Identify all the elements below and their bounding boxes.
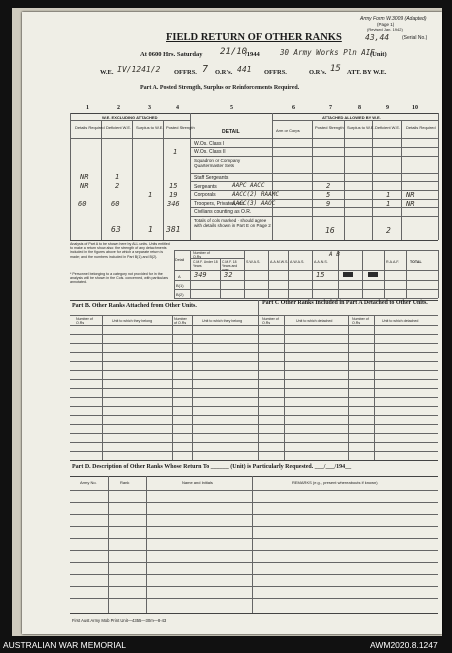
detail-row-wo1: W.Os. Class I <box>194 141 225 147</box>
analysis-header-raaf: R.A.A.F. <box>386 260 400 264</box>
form-sheet <box>22 12 442 634</box>
col-number-6: 6 <box>292 105 295 111</box>
analysis-header-detail: Detail <box>175 258 185 262</box>
header-details-required: Details Required <box>75 125 105 130</box>
analysis-header-aamws: A.A.M.W.S. <box>270 260 289 264</box>
hw-r6-arm: AACC(2) RAAMC <box>232 191 279 198</box>
group-label-right: ATTACHED ALLOWED BY W.E. <box>322 115 381 120</box>
unit-name: 30 Army Works Pln AIF <box>280 48 375 57</box>
header-detail: DETAIL <box>222 129 240 135</box>
footer-accession: AWM2020.8.1247 <box>370 640 438 650</box>
part-d-header-army-no: Army No. <box>80 480 97 485</box>
hw-r5-req: NR <box>80 182 89 190</box>
hw-r7-det: NR <box>406 200 415 208</box>
analysis-row-b2: B(2) <box>176 292 184 297</box>
hw-r6-posted: 19 <box>169 191 178 199</box>
hw-r7-posted: 346 <box>167 200 180 208</box>
at-line-prefix: At 0600 Hrs. Saturday <box>140 51 203 58</box>
analysis-row-a: A <box>178 274 181 279</box>
hw-total-str: 16 <box>325 226 335 235</box>
part-d-header-remarks: REMARKS (e.g., present whereabouts if known) <box>292 480 378 485</box>
header-deficient: Deficient W.E. <box>106 125 132 130</box>
part-c-header-number-2: Number of O.Rs <box>352 317 369 325</box>
hw-r7-req: 60 <box>78 200 87 208</box>
hw-analysis-header-marks: A B <box>329 251 340 258</box>
part-b-title: Part B. Other Ranks Attached from Other Units. <box>72 303 197 309</box>
hw-r7-def: 60 <box>111 200 120 208</box>
hw-r7-str: 9 <box>326 200 331 208</box>
ors-value: 441 <box>237 65 252 74</box>
analysis-header-cmf-18over: C.M.F. 18 Years and over <box>222 260 238 272</box>
serial-number-label: (Serial No.) <box>402 35 428 41</box>
form-ref-line1: Army Form W.3009 (Adapted) <box>360 16 427 22</box>
header-surplus: Surplus to W.E. <box>136 125 164 130</box>
col-number-9: 9 <box>386 105 389 111</box>
form-ref-line2: (Page 1) <box>377 22 395 27</box>
analysis-note: Analysis of Part A to be shown here by ALL units. Units entitled to make a return show also: the strength of any detachments included in the figures above for which a separate return is made; and the numbers included in Part B(1) and B(2). <box>70 242 170 259</box>
ors2-value: 15 <box>330 64 341 74</box>
col-number-3: 3 <box>148 105 151 111</box>
detail-row-troopers: Troopers, Privates, etc. <box>194 201 246 207</box>
part-d-title: Part D. Description of Other Ranks Whose Return To ______ (Unit) is Particularly Requested. ___/___/194__ <box>72 464 352 470</box>
analysis-header-awas: A.W.A.S. <box>290 260 305 264</box>
col-number-8: 8 <box>358 105 361 111</box>
part-b-header-unit: Unit to which they belong <box>112 319 153 323</box>
analysis-header-aans: A.A.N.S. <box>314 260 328 264</box>
header-details-required-right: Details Required <box>406 125 436 130</box>
offrs2-label: OFFRS. <box>264 69 287 76</box>
analysis-header-swas: S.W.A.S. <box>246 260 261 264</box>
hw-r6-det: NR <box>406 191 415 199</box>
serial-number-value: 43,44 <box>365 33 390 42</box>
analysis-header-cmf-under18: C.M.F. Under 18 Years <box>193 260 218 268</box>
hw-r4-def: 1 <box>115 173 120 181</box>
analysis-header-total: TOTAL <box>410 260 422 264</box>
hw-r7-def2: 1 <box>386 200 391 208</box>
analysis-row-b1: B(1) <box>176 283 184 288</box>
att-label: ATT. BY W.E. <box>347 69 387 76</box>
hw-analysis-a-cmf: 32 <box>224 271 233 279</box>
col-number-4: 4 <box>176 105 179 111</box>
hw-r5-arm: AAPC AACC <box>232 182 265 189</box>
footer-institution: AUSTRALIAN WAR MEMORIAL <box>3 640 126 650</box>
part-b-header-number: Number of O.Rs <box>76 317 93 325</box>
group-label-left: W.E. EXCLUDING ATTACHED <box>102 115 158 120</box>
header-posted-strength-right: Posted Strength <box>315 125 344 130</box>
detail-row-sergeants: Sergeants <box>194 184 217 190</box>
hw-r6-def: 1 <box>386 191 391 199</box>
hw-analysis-aawas: 15 <box>316 271 325 279</box>
part-c-header-unit-2: Unit to which detached <box>382 319 419 323</box>
ors-label: O.R's. <box>215 69 233 76</box>
analysis-note-2: * Personnel belonging to a category not provided for in the analysis will be shown in the Cols. concerned, with particulars annotated. <box>70 272 169 285</box>
we-label: W.E. <box>100 69 114 76</box>
detail-row-corporals: Corporals <box>194 192 216 198</box>
hw-analysis-a-number: 349 <box>194 271 207 279</box>
archive-footer <box>0 638 452 653</box>
hw-total-def: 63 <box>111 225 121 234</box>
offrs-label: OFFRS. <box>174 69 197 76</box>
hw-total-posted: 381 <box>166 225 181 234</box>
at-line-date: 21/10 <box>220 47 248 57</box>
hw-r6-sur: 1 <box>148 191 153 199</box>
header-arm-corps: Arm or Corps <box>276 128 300 133</box>
unit-label: (Unit) <box>370 51 387 58</box>
col-number-7: 7 <box>329 105 332 111</box>
hw-r2-posted: 1 <box>173 148 178 156</box>
ors2-label: O.R's. <box>309 69 327 76</box>
hw-r7-arm: AACC(3) AAOC <box>232 200 276 207</box>
col-number-1: 1 <box>86 105 89 111</box>
part-a-title: Part A. Posted Strength, Surplus or Reinforcements Required. <box>140 85 300 91</box>
detail-row-wo2: W.Os. Class II <box>194 149 226 155</box>
detail-row-civilians: Civilians counting as O.R. <box>194 209 252 215</box>
header-surplus-right: Surplus to W.E. <box>347 125 375 130</box>
hw-r4-req: NR <box>80 173 89 181</box>
part-b-header-number-2: Number of O.Rs <box>174 317 187 325</box>
header-deficient-right: Deficient W.E. <box>375 125 401 130</box>
part-c-header-unit: Unit to which detached <box>296 319 333 323</box>
hw-total-def2: 2 <box>386 226 391 235</box>
col-number-2: 2 <box>117 105 120 111</box>
detail-row-totals: Totals of cols marked · should agree with details shown in Part E on Page 2 <box>194 218 271 228</box>
col-number-10: 10 <box>412 105 418 111</box>
hw-r5-posted: 15 <box>169 182 178 190</box>
at-line-year: /1944 <box>245 51 260 58</box>
printer-imprint: First Aust Army Mob Print Unit—4355—30m—8-43 <box>72 618 167 623</box>
part-b-header-unit-2: Unit to which they belong <box>202 319 243 323</box>
hw-total-sur: 1 <box>148 225 153 234</box>
header-posted-strength: Posted Strength <box>166 125 195 130</box>
detail-row-staff-sergeants: Staff Sergeants <box>194 175 229 181</box>
offrs-value: 7 <box>202 64 209 75</box>
redaction-mark <box>343 272 353 277</box>
hw-r5-def: 2 <box>115 182 120 190</box>
col-number-5: 5 <box>230 105 233 111</box>
redaction-mark <box>368 272 378 277</box>
part-d-header-rank: Rank <box>120 480 130 485</box>
detail-row-qm-sets: Squadron or Company Quartermaster Sets <box>194 158 241 168</box>
hw-r5-str: 2 <box>326 182 331 190</box>
we-value: IV/1241/2 <box>117 65 161 74</box>
analysis-header-number: Number of O.Rs <box>193 251 210 259</box>
form-ref-line3: (Revised Jan. 1942) <box>367 27 403 32</box>
part-d-header-name: Name and Initials <box>182 480 213 485</box>
hw-r6-str: 5 <box>326 191 331 199</box>
part-c-title: Part C Other Ranks Included in Part A Detached to Other Units. <box>262 300 428 306</box>
part-c-header-number: Number of O.Rs <box>262 317 279 325</box>
form-title: FIELD RETURN OF OTHER RANKS <box>166 32 342 43</box>
